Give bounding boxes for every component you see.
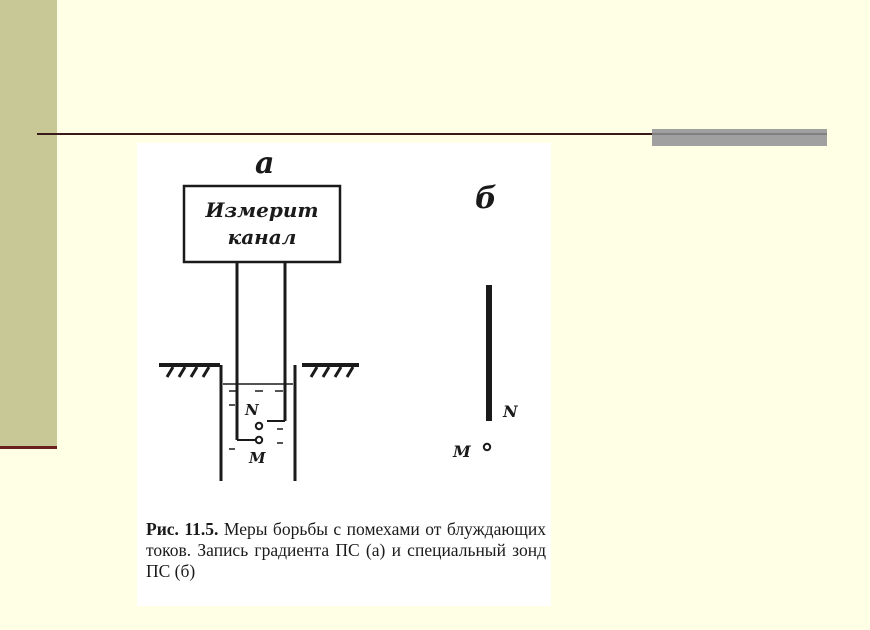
electrode-m-a	[256, 437, 262, 443]
measuring-channel-line1: Измерит	[205, 198, 319, 222]
ground-surface-right	[302, 365, 359, 377]
figure-image	[137, 143, 551, 606]
figure-caption-number: Рис. 11.5.	[146, 519, 219, 539]
figure-label-a: а	[255, 146, 275, 181]
figure-caption	[146, 519, 546, 582]
measuring-channel-line2: канал	[227, 225, 297, 249]
electrode-n-label-a: N	[245, 401, 259, 419]
electrode-n-label-b: N	[503, 402, 518, 421]
slide-title-rule-accent	[652, 129, 827, 146]
figure-caption-text: Меры борьбы с помехами от блуждающих токов. Запись градиента ПС (а) и специальный зонд ПС (б)	[146, 519, 547, 581]
electrode-n-a	[256, 423, 262, 429]
electrode-m-b	[484, 444, 490, 450]
electrode-m-label-b: M	[453, 442, 471, 461]
slide-sidebar-bar	[0, 0, 57, 447]
figure-drawing	[137, 143, 551, 513]
figure-label-b: б	[475, 181, 497, 216]
slide-sidebar-base-line	[0, 446, 57, 449]
electrode-m-label-a: M	[249, 449, 266, 467]
ground-surface-left	[159, 365, 220, 377]
